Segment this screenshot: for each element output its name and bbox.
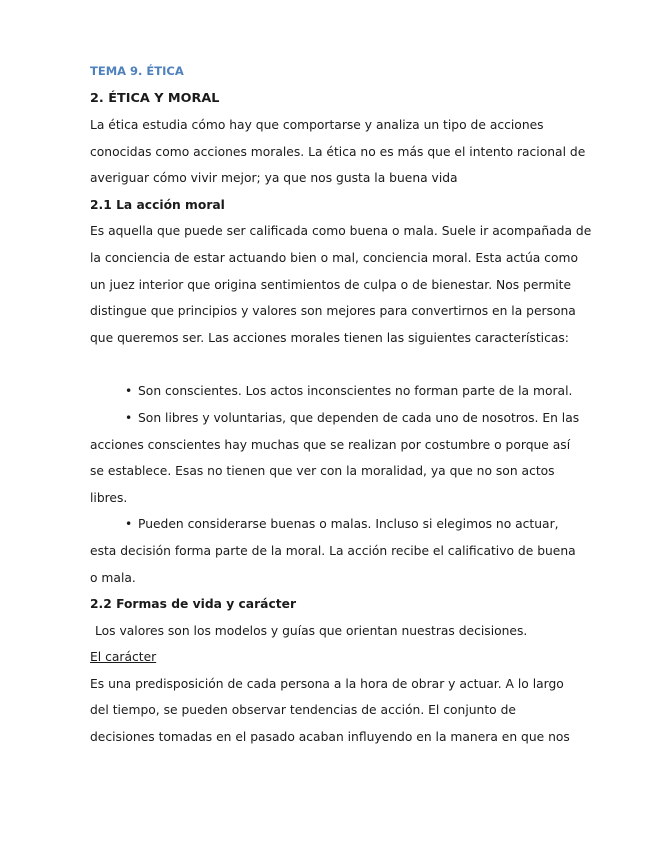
paragraph-line: averiguar cómo vivir mejor; ya que nos gusta la buena vida xyxy=(90,171,458,186)
topic-title: TEMA 9. ÉTICA xyxy=(90,64,184,78)
paragraph-line: distingue que principios y valores son mejores para convertirnos en la persona xyxy=(90,304,576,319)
bullet-continuation: esta decisión forma parte de la moral. La acción recibe el calificativo de buena xyxy=(90,543,576,558)
bullet-item xyxy=(90,511,576,591)
paragraph-line: Es una predisposición de cada persona a la hora de obrar y actuar. A lo largo xyxy=(90,676,564,691)
section-heading-formas-de-vida: 2.2 Formas de vida y carácter xyxy=(90,597,297,612)
bullet-continuation: se establece. Esas no tienen que ver con la moralidad, ya que no son actos xyxy=(90,464,555,479)
bullet-text: Pueden considerarse buenas o malas. Incluso si elegimos no actuar, xyxy=(138,517,559,532)
paragraph-line: conocidas como acciones morales. La ética no es más que el intento racional de xyxy=(90,144,586,159)
spacer xyxy=(90,351,570,378)
subheading-caracter: El carácter xyxy=(90,650,157,665)
section-heading-accion-moral: 2.1 La acción moral xyxy=(90,197,225,212)
bullet-icon: • xyxy=(125,410,133,425)
bullet-list xyxy=(90,378,580,591)
paragraph-etica xyxy=(90,112,586,192)
paragraph-line: que queremos ser. Las acciones morales tienen las siguientes características: xyxy=(90,330,569,345)
section-heading-etica-moral: 2. ÉTICA Y MORAL xyxy=(90,91,220,106)
bullet-icon: • xyxy=(125,517,133,532)
bullet-item xyxy=(90,405,580,511)
paragraph-accion-moral xyxy=(90,218,592,351)
bullet-continuation: acciones conscientes hay muchas que se realizan por costumbre o porque así xyxy=(90,437,571,452)
paragraph-caracter xyxy=(90,671,570,751)
paragraph-line: La ética estudia cómo hay que comportarse y analiza un tipo de acciones xyxy=(90,118,544,132)
bullet-continuation: o mala. xyxy=(90,570,136,585)
paragraph-line: un juez interior que origina sentimientos de culpa o de bienestar. Nos permite xyxy=(90,277,572,292)
document-page xyxy=(90,58,592,751)
paragraph-line: Es aquella que puede ser calificada como buena o mala. Suele ir acompañada de xyxy=(90,224,592,239)
paragraph-line: decisiones tomadas en el pasado acaban influyendo en la manera en que nos xyxy=(90,730,570,745)
bullet-icon: • xyxy=(125,384,133,399)
paragraph-line: del tiempo, se pueden observar tendencias de acción. El conjunto de xyxy=(90,703,516,718)
bullet-item xyxy=(90,378,573,405)
paragraph-line: la conciencia de estar actuando bien o mal, conciencia moral. Esta actúa como xyxy=(90,250,578,265)
bullet-text: Son conscientes. Los actos inconscientes no forman parte de la moral. xyxy=(138,384,573,399)
values-intro: Los valores son los modelos y guías que orientan nuestras decisiones. xyxy=(95,623,528,638)
bullet-text: Son libres y voluntarias, que dependen de cada uno de nosotros. En las xyxy=(138,410,580,425)
bullet-continuation: libres. xyxy=(90,490,128,505)
